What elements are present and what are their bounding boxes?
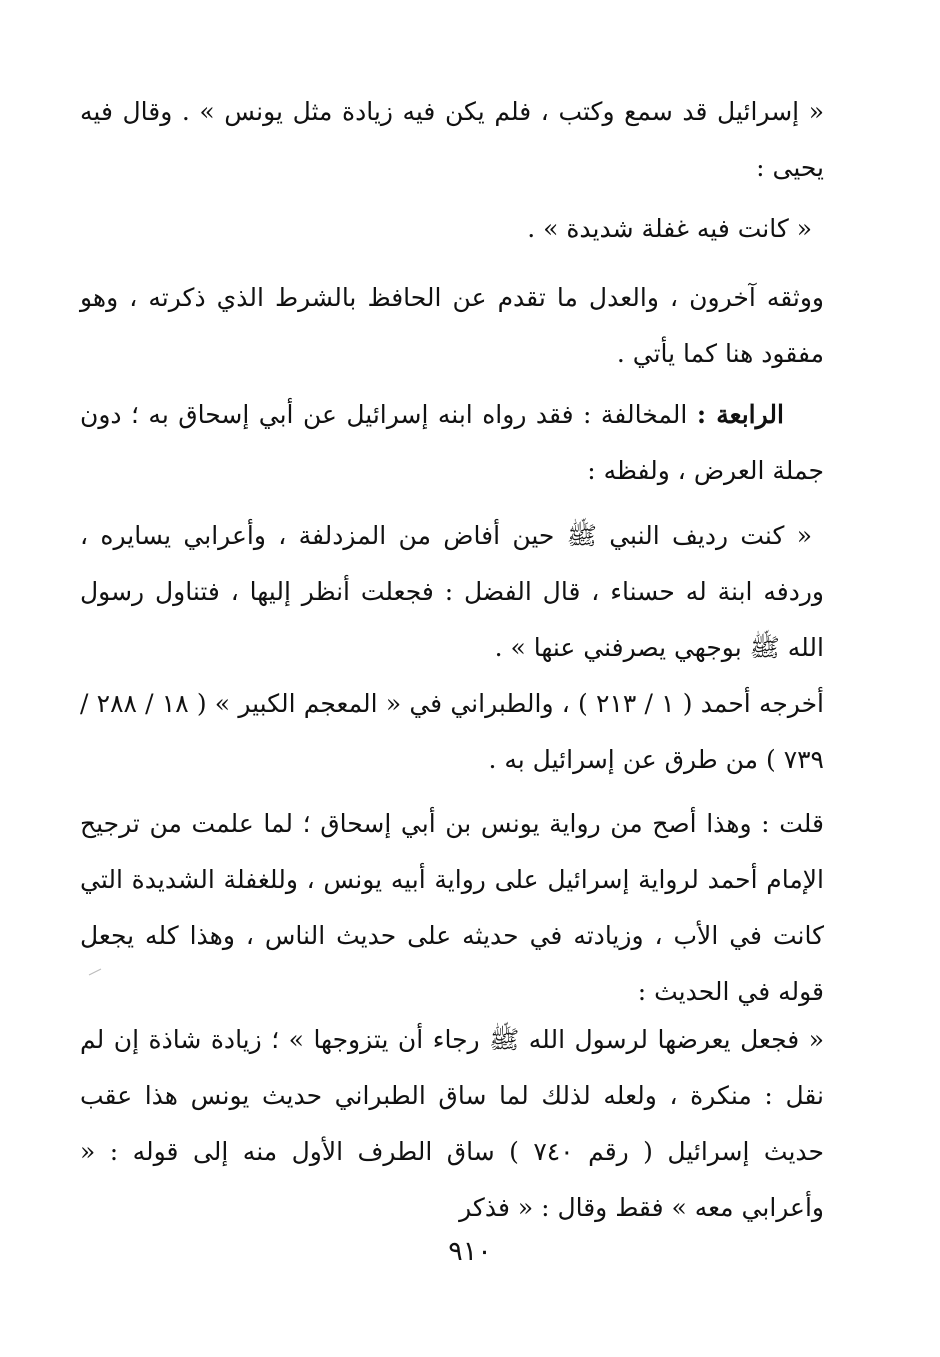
- paragraph-text: « كنت رديف النبي ﷺ حين أفاض من المزدلفة ، وأعرابي يسايره ، وردفه ابنة له حسناء ، قال الفضل : فجعلت أنظر إليها ، فتناول رسول الله ﷺ بوجهي يصرفني عنها » .: [80, 521, 824, 662]
- paragraph-takhrij: [80, 676, 824, 788]
- paragraph-ghafla-quote: [80, 201, 824, 257]
- paragraph-text: « إسرائيل قد سمع وكتب ، فلم يكن فيه زيادة مثل يونس » . وقال فيه يحيى :: [80, 97, 824, 182]
- paragraph-text: أخرجه أحمد ( ١ / ٢١٣ ) ، والطبراني في « المعجم الكبير » ( ١٨ / ٢٨٨ / ٧٣٩ ) من طرق عن إسرائيل به .: [80, 689, 824, 774]
- paragraph-israil-quote: [80, 84, 824, 196]
- paragraph-text: ووثقه آخرون ، والعدل ما تقدم عن الحافظ بالشرط الذي ذكرته ، وهو مفقود هنا كما يأتي .: [80, 283, 824, 368]
- paragraph-wathaqahu: [80, 270, 824, 382]
- scan-speck: [88, 968, 102, 976]
- page-number: ٩١٠: [448, 1236, 492, 1267]
- paragraph-text: المخالفة : فقد رواه ابنه إسرائيل عن أبي إسحاق به ؛ دون جملة العرض ، ولفظه :: [80, 400, 824, 485]
- paragraph-qultu: [80, 796, 824, 1020]
- paragraph-ziyada: [80, 1012, 824, 1236]
- paragraph-text: « فجعل يعرضها لرسول الله ﷺ رجاء أن يتزوجها » ؛ زيادة شاذة إن لم نقل : منكرة ، ولعله لذلك لما ساق الطبراني حديث يونس هذا عقب حديث إسرائيل ( رقم ٧٤٠ ) ساق الطرف الأول منه إلى قوله : « وأعرابي معه » فقط وقال : « فذكر: [80, 1025, 824, 1222]
- paragraph-text: قلت : وهذا أصح من رواية يونس بن أبي إسحاق ؛ لما علمت من ترجيح الإمام أحمد لرواية إسرائيل على رواية أبيه يونس ، وللغفلة الشديدة التي كانت في الأب ، وزيادته في حديثه على حديث الناس ، وهذا كله يجعل قوله في الحديث :: [80, 809, 824, 1006]
- paragraph-fourth-point: [80, 387, 824, 499]
- paragraph-hadith-quote: [80, 508, 824, 676]
- paragraph-text: « كانت فيه غفلة شديدة » .: [527, 214, 812, 243]
- section-lead: الرابعة :: [696, 400, 784, 429]
